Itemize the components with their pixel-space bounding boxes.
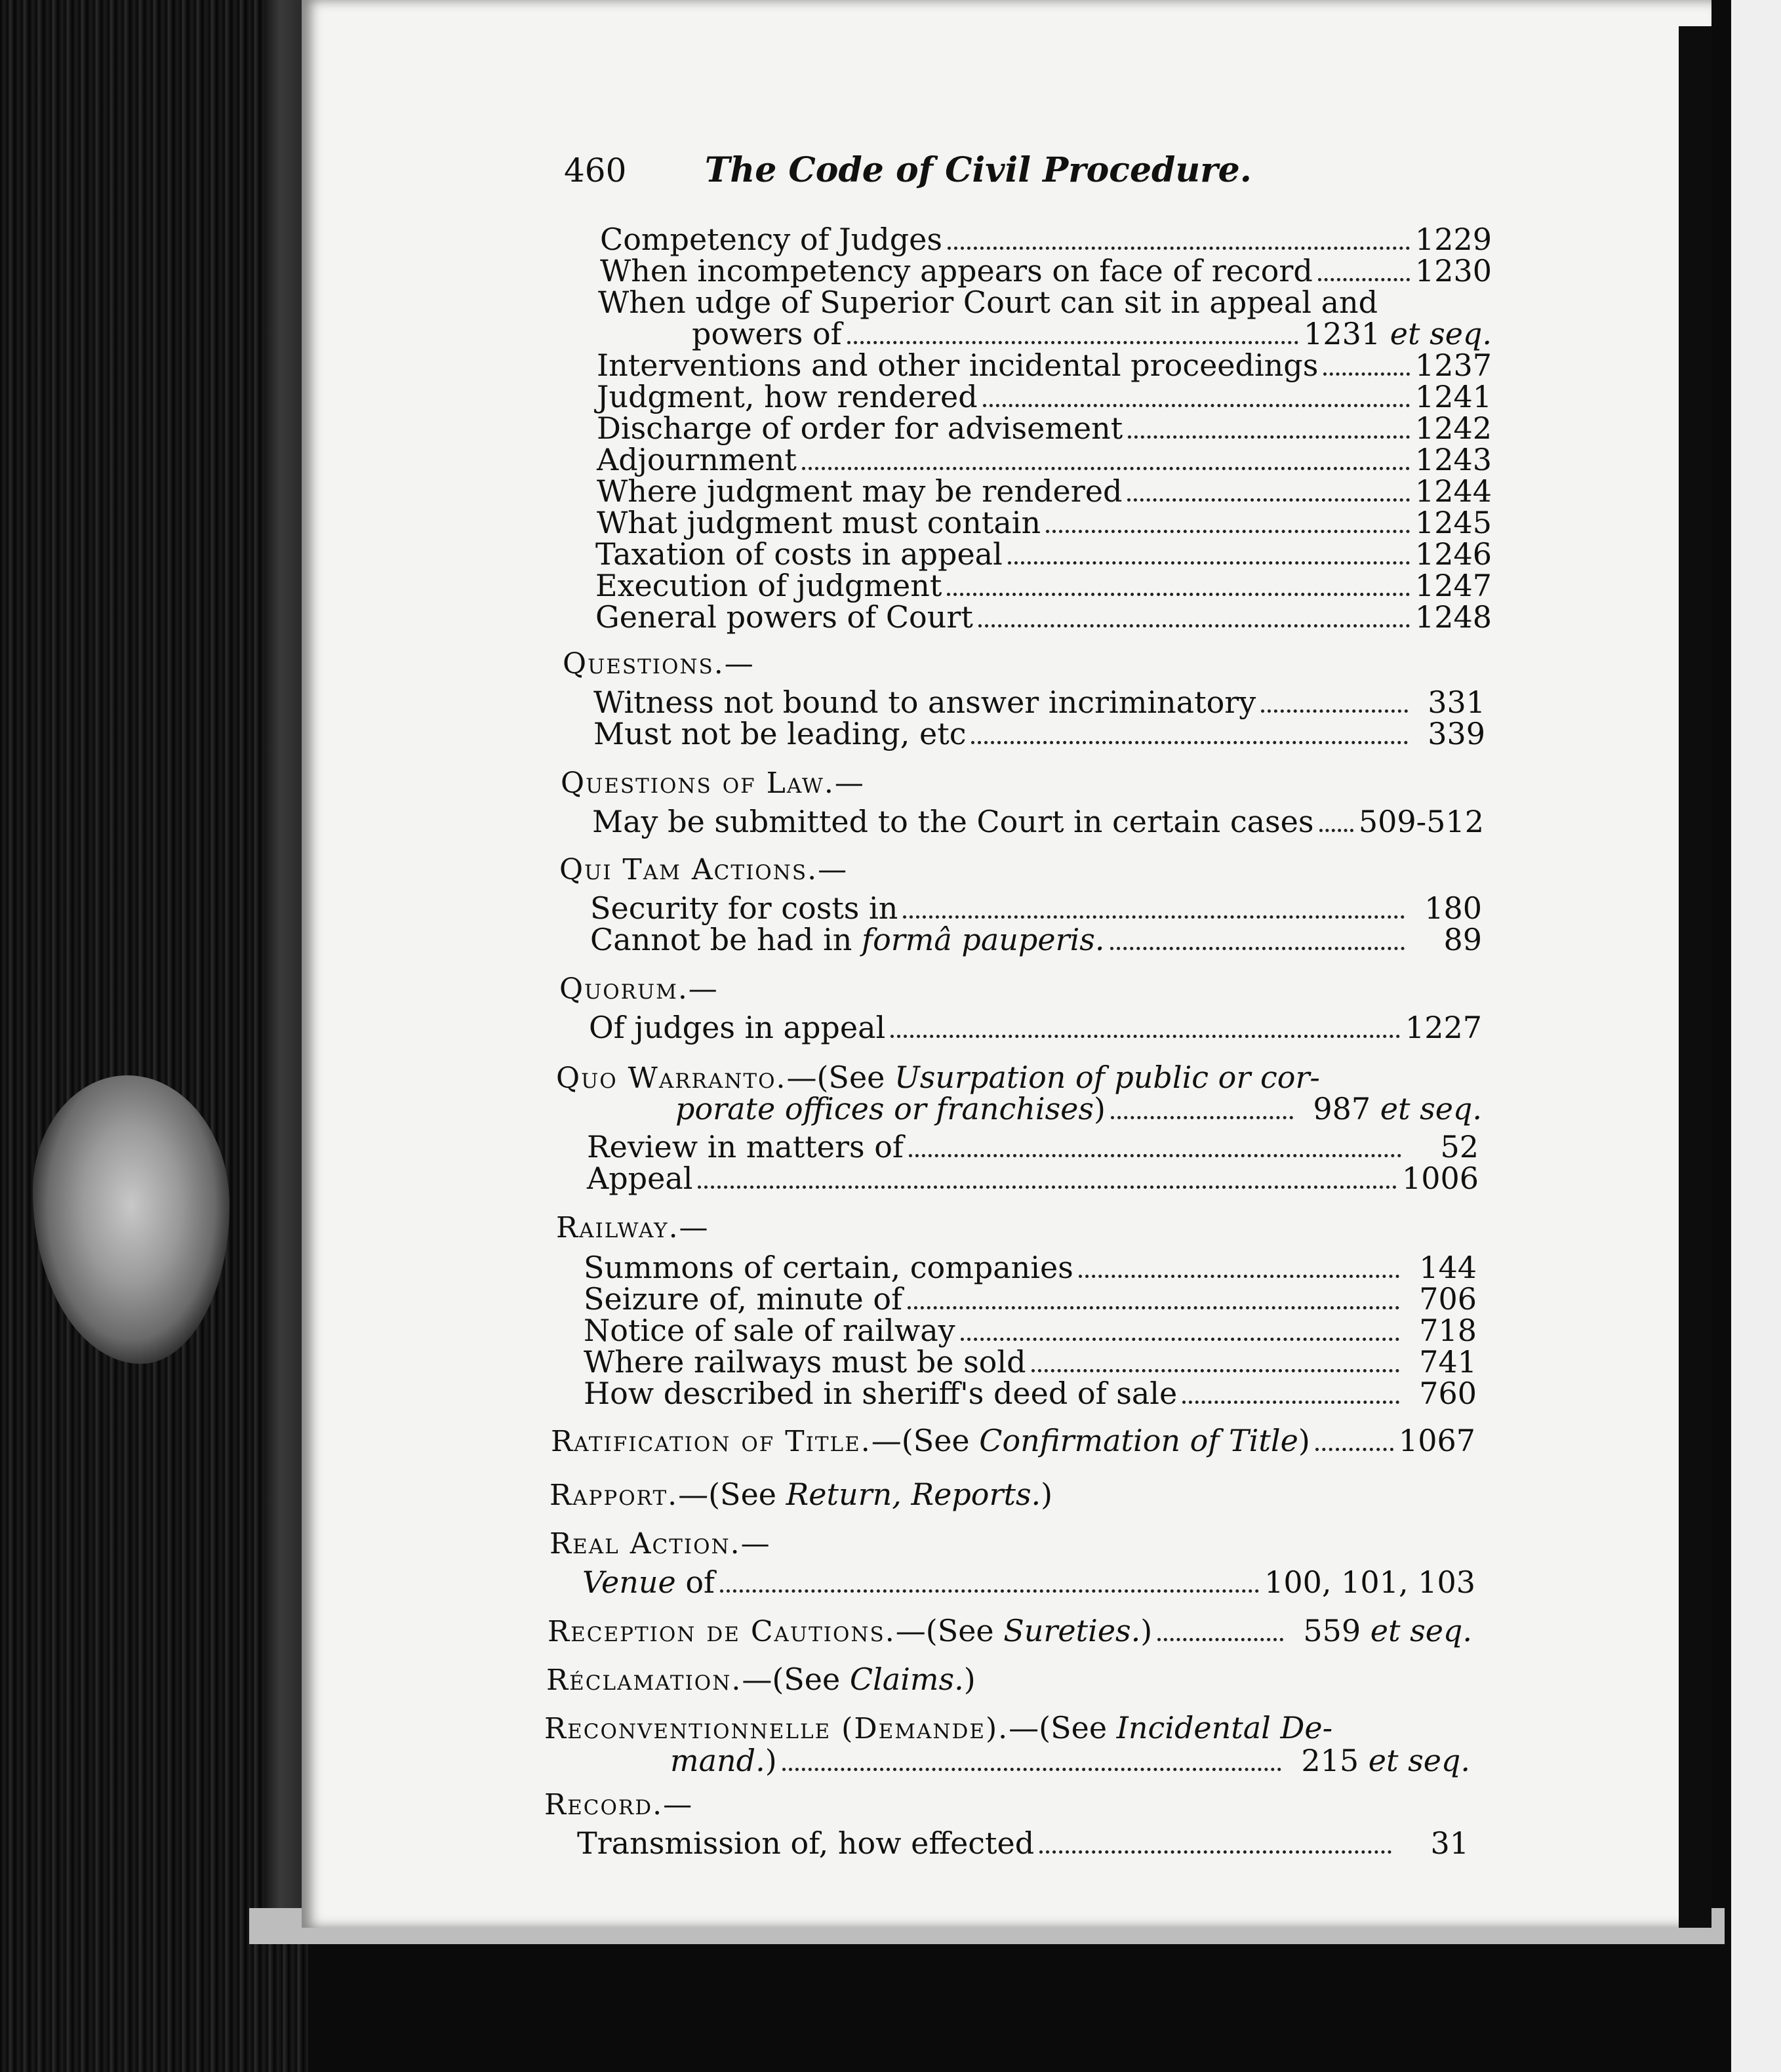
list-item: When incompetency appears on face of record 1230	[600, 253, 1492, 289]
running-title: The Code of Civil Procedure.	[704, 150, 1252, 190]
list-item: When udge of Superior Court can sit in appeal and	[598, 285, 1378, 320]
section-heading-quo-warranto: Quo Warranto.—(See Usurpation of public or cor-	[556, 1060, 1320, 1095]
section-heading-questions-of-law: Questions of Law.—	[561, 767, 865, 800]
list-item: How described in sheriff's deed of sale 760	[584, 1376, 1477, 1411]
section-heading-reclamation: Réclamation.—(See Claims.)	[546, 1662, 976, 1697]
list-item: Summons of certain, companies 144	[584, 1250, 1477, 1285]
list-item: Discharge of order for advisement 1242	[597, 410, 1492, 446]
list-item: Cannot be had in formâ pauperis. 89	[590, 922, 1482, 957]
list-item: May be submitted to the Court in certain cases 509-512	[592, 804, 1484, 839]
list-item: Competency of Judges 1229	[600, 222, 1492, 257]
list-item: Venue of 100, 101, 103	[582, 1564, 1475, 1600]
section-heading-rapport: Rapport.—(See Return, Reports.)	[550, 1477, 1053, 1512]
section-heading-quorum: Quorum.—	[559, 972, 719, 1006]
list-item: Witness not bound to answer incriminatory 331	[593, 685, 1485, 720]
list-item: Notice of sale of railway 718	[584, 1313, 1477, 1348]
section-heading-record: Record.—	[544, 1788, 694, 1822]
section-heading-reconventionnelle: Reconventionnelle (Demande).—(See Incidental De-	[544, 1710, 1333, 1745]
list-item: porate offices or franchises) 987 et seq.	[675, 1091, 1482, 1126]
section-heading-real-action: Real Action.—	[550, 1527, 771, 1561]
list-item: Execution of judgment 1247	[595, 568, 1492, 603]
list-item: Where judgment may be rendered 1244	[597, 473, 1492, 509]
list-item: General powers of Court 1248	[595, 599, 1492, 635]
list-item: Of judges in appeal 1227	[589, 1010, 1482, 1045]
list-item: Must not be leading, etc 339	[593, 716, 1485, 751]
list-item: powers of 1231 et seq.	[692, 316, 1492, 351]
running-header	[564, 150, 1285, 190]
page-number: 460	[564, 151, 627, 189]
section-heading-questions: Questions.—	[563, 647, 755, 681]
list-item: Reception de Cautions.—(See Sureties.) 559 et seq.	[548, 1613, 1472, 1648]
list-item: Seizure of, minute of 706	[584, 1281, 1477, 1317]
list-item: Security for costs in 180	[590, 890, 1482, 926]
list-item: Taxation of costs in appeal 1246	[595, 536, 1492, 572]
list-item: Appeal 1006	[587, 1161, 1479, 1196]
list-item: Where railways must be sold 741	[584, 1344, 1477, 1380]
list-item: Transmission of, how effected 31	[577, 1825, 1469, 1861]
list-item: mand.) 215 et seq.	[670, 1743, 1470, 1778]
list-item: Judgment, how rendered 1241	[597, 379, 1492, 414]
list-item: Review in matters of 52	[587, 1129, 1479, 1165]
section-heading-railway: Railway.—	[556, 1211, 710, 1245]
list-item: What judgment must contain 1245	[597, 505, 1492, 540]
list-item: Interventions and other incidental proceedings 1237	[597, 348, 1492, 383]
list-item: Adjournment 1243	[597, 442, 1492, 477]
section-heading-qui-tam: Qui Tam Actions.—	[559, 853, 849, 887]
list-item: Ratification of Title.—(See Confirmation of Title) 1067	[551, 1423, 1475, 1458]
